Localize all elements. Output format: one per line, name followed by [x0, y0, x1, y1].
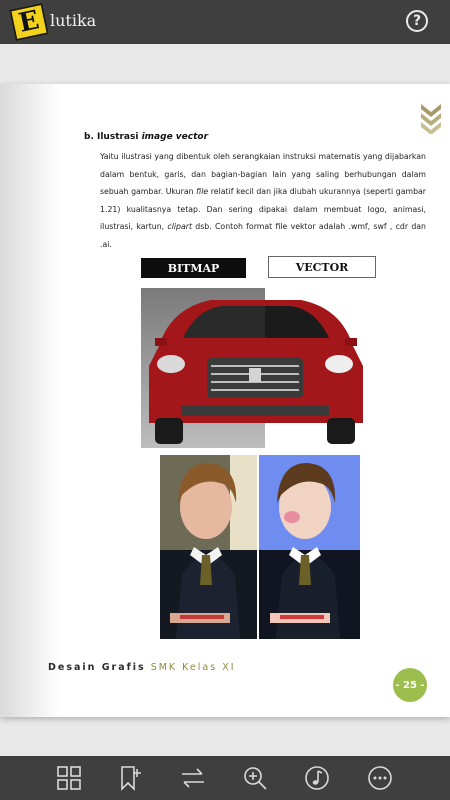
logo-text: lutika: [50, 11, 97, 30]
swap-arrows-icon[interactable]: [180, 765, 206, 791]
app-logo[interactable]: [9, 3, 49, 41]
book-page: [0, 84, 450, 717]
bitmap-label: BITMAP: [141, 258, 246, 278]
paragraph-text: dsb. Contoh format file vektor adalah .wmf, swf , cdr dan .ai.: [100, 222, 426, 249]
page-number-badge: - 25 -: [393, 668, 427, 702]
grid-icon[interactable]: [56, 765, 82, 791]
paragraph-text: relatif kecil dan jika diubah ukurannya (seperti gambar 1.21) kualitasnya tetap. Dan sering dipakai dalam membuat logo, animasi, ilustrasi, kartun,: [100, 187, 426, 232]
paragraph-italic: file: [196, 187, 209, 197]
logo-letter: E: [16, 5, 42, 39]
help-icon: ?: [412, 13, 422, 29]
chevron-down-icon: [420, 102, 442, 134]
section-heading-text: b. Ilustrasi: [84, 132, 142, 142]
bookmark-add-icon[interactable]: [117, 765, 143, 791]
footer-class: SMK Kelas XI: [150, 662, 236, 673]
vector-label: VECTOR: [268, 256, 376, 278]
more-icon[interactable]: [367, 765, 393, 791]
top-bar: [0, 0, 450, 44]
paragraph-text: Yaitu ilustrasi yang dibentuk oleh serangkaian instruksi matematis yang dijabarkan dalam bentuk, garis, dan bagian-bagian lain yang saling berhubungan dalam sebuah gambar. Ukuran: [100, 152, 426, 197]
book-footer-title: [48, 662, 236, 673]
page-spine-shadow: [0, 84, 60, 717]
section-heading: [84, 132, 208, 142]
bottom-toolbar: [0, 756, 450, 800]
paragraph-italic: clipart: [167, 222, 193, 232]
section-heading-italic: image vector: [141, 132, 209, 142]
body-paragraph: [100, 148, 426, 254]
car-comparison-image: [141, 288, 369, 448]
zoom-in-icon[interactable]: [242, 765, 268, 791]
portrait-comparison-image: [160, 455, 360, 639]
help-button[interactable]: [406, 10, 428, 32]
footer-subject: Desain Grafis: [48, 662, 146, 673]
music-note-icon[interactable]: [304, 765, 330, 791]
